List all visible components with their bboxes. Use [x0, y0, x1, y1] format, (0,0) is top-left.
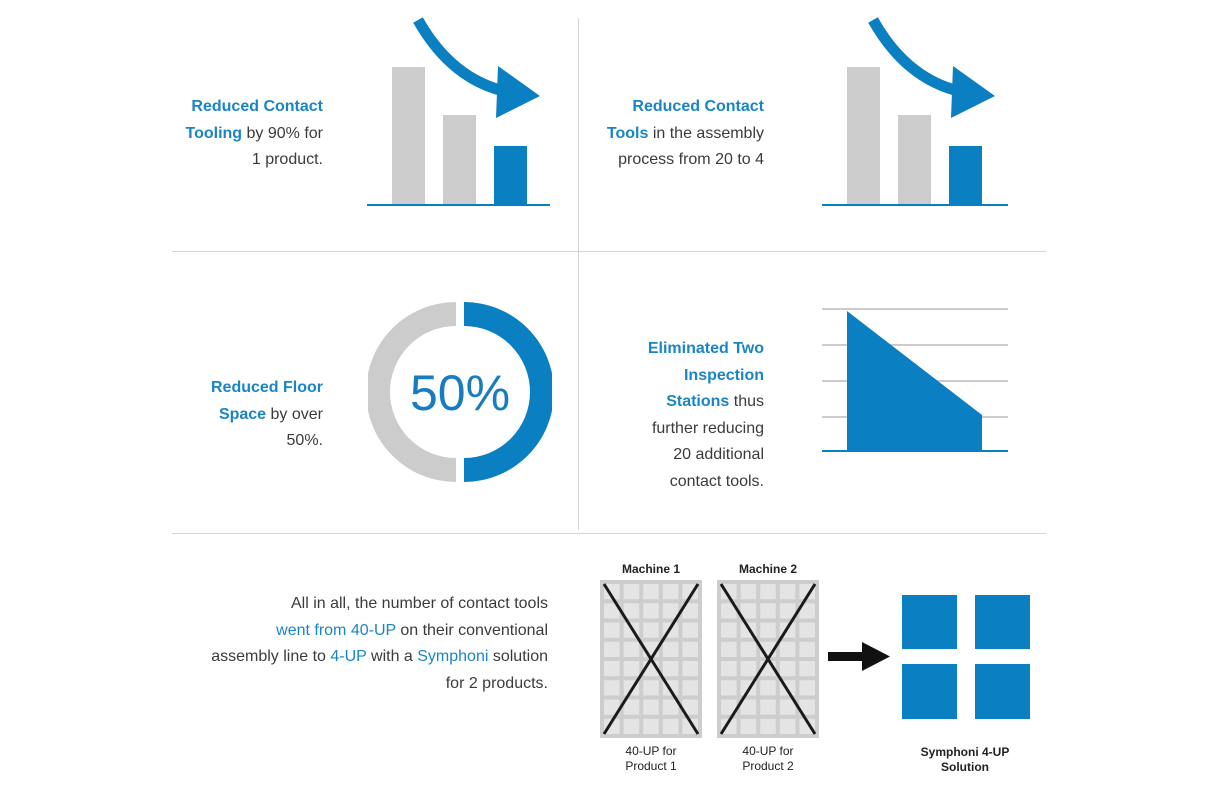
grid-cell	[760, 603, 776, 618]
bar-medium	[443, 115, 476, 205]
bar-tall	[847, 67, 880, 205]
down-trend-arrowhead	[496, 66, 540, 118]
machine-1-caption-1: 40-UP for	[625, 744, 677, 758]
vertical-divider	[578, 18, 579, 530]
panel4-text	[590, 336, 764, 495]
grid-cell	[663, 661, 679, 676]
panel4-line-5: 20 additional	[673, 446, 764, 463]
panel4-highlight-2: Inspection	[683, 366, 764, 384]
down-trend-arrow	[418, 20, 508, 92]
panel4-rest-3: thus	[729, 393, 764, 410]
grid-cell	[682, 680, 698, 695]
grid-cell	[760, 584, 776, 599]
summary-line-3-highlight-1: 4-UP	[330, 648, 367, 665]
floor-space-donut	[368, 300, 552, 484]
grid-cell	[624, 719, 640, 734]
grid-cell	[780, 661, 796, 676]
solution-tile	[975, 595, 1030, 649]
panel4-highlight-3: Stations	[666, 393, 730, 410]
panel1-highlight-1: Reduced Contact	[191, 98, 323, 115]
summary-line-3-b: with a	[366, 648, 418, 665]
symphoni-4up-grid	[900, 593, 1032, 721]
panel2-text	[590, 94, 764, 174]
panel2-highlight-1: Reduced Contact	[632, 98, 764, 115]
summary-line-3-highlight-2: Symphoni	[417, 648, 489, 665]
down-trend-arrow	[873, 20, 963, 92]
grid-cell	[799, 642, 815, 657]
grid-cell	[721, 680, 737, 695]
bar-medium	[898, 115, 931, 205]
grid-cell	[624, 584, 640, 599]
grid-cell	[643, 584, 659, 599]
panel2-rest-2: in the assembly	[648, 124, 764, 142]
solution-caption-1: Symphoni 4-UP	[920, 745, 1010, 759]
solution-tile	[975, 664, 1030, 719]
grid-cell	[682, 623, 698, 638]
panel4-line-6: contact tools.	[669, 472, 764, 490]
grid-cell	[780, 719, 796, 734]
summary-line-3-a: assembly line to	[211, 648, 331, 665]
machine-2-title: Machine 2	[738, 562, 798, 576]
horizontal-divider-top	[172, 251, 1046, 252]
solution-caption	[880, 745, 1050, 775]
machine-1-grid	[600, 580, 702, 738]
grid-cell	[741, 719, 757, 734]
grid-cell	[741, 642, 757, 657]
grid-cell	[799, 661, 815, 676]
grid-cell	[604, 623, 620, 638]
machine-1-title: Machine 1	[621, 562, 681, 576]
summary-line-4: for 2 products.	[445, 674, 548, 692]
decreasing-area-graphic	[818, 305, 1010, 457]
panel4-line-4: further reducing	[651, 419, 764, 437]
bar-short	[494, 146, 527, 205]
machine-1-caption-2: Product 1	[625, 759, 677, 773]
grid-cell	[741, 584, 757, 599]
panel1-text	[140, 94, 323, 174]
donut-label: 50%	[409, 365, 511, 421]
solution-tile	[902, 664, 957, 719]
grid-cell	[663, 719, 679, 734]
grid-cell	[721, 623, 737, 638]
grid-cell	[643, 680, 659, 695]
summary-line-2-highlight: went from 40-UP	[276, 621, 396, 639]
grid-cell	[780, 642, 796, 657]
panel2-highlight-2: Tools	[606, 124, 649, 142]
down-trend-arrowhead	[951, 66, 995, 118]
grid-cell	[604, 661, 620, 676]
panel3-text	[140, 375, 323, 455]
grid-cell	[760, 623, 776, 638]
grid-cell	[643, 700, 659, 715]
panel3-rest-2: by over	[266, 405, 323, 423]
solution-caption-2: Solution	[941, 760, 989, 774]
panel3-highlight-1: Reduced Floor	[210, 379, 323, 396]
panel1-rest-2: by 90% for	[242, 124, 323, 142]
grid-cell	[624, 642, 640, 657]
panel3-line-3: 50%.	[286, 432, 323, 449]
summary-line-1: All in all, the number of contact tools	[290, 595, 548, 612]
grid-cell	[663, 642, 679, 657]
summary-line-3-c: solution	[488, 648, 548, 665]
grid-cell	[760, 680, 776, 695]
panel2-bar-graphic	[815, 14, 1010, 209]
bar-tall	[392, 67, 425, 205]
grid-cell	[799, 623, 815, 638]
grid-cell	[682, 642, 698, 657]
grid-cell	[741, 661, 757, 676]
panel1-line-3: 1 product.	[251, 151, 323, 168]
panel2-line-3: process from 20 to 4	[618, 151, 764, 168]
solution-tile	[902, 595, 957, 649]
panel3-highlight-2: Space	[218, 405, 267, 423]
grid-cell	[643, 719, 659, 734]
grid-cell	[624, 661, 640, 676]
grid-cell	[760, 719, 776, 734]
bar-short	[949, 146, 982, 205]
panel1-highlight-2: Tooling	[185, 124, 243, 142]
panel1-bar-graphic	[360, 14, 550, 209]
grid-cell	[780, 584, 796, 599]
horizontal-divider-bottom	[172, 533, 1046, 534]
grid-cell	[799, 680, 815, 695]
grid-cell	[643, 603, 659, 618]
grid-cell	[604, 642, 620, 657]
grid-cell	[604, 680, 620, 695]
grid-cell	[721, 661, 737, 676]
grid-cell	[760, 700, 776, 715]
summary-text	[150, 591, 548, 697]
machine-2-caption-2: Product 2	[742, 759, 794, 773]
grid-cell	[682, 661, 698, 676]
grid-cell	[643, 623, 659, 638]
machine-2-caption	[707, 744, 829, 774]
summary-line-2-rest: on their conventional	[395, 621, 548, 639]
grid-cell	[663, 584, 679, 599]
machine-2-caption-1: 40-UP for	[742, 744, 794, 758]
panel4-highlight-1: Eliminated Two	[647, 340, 764, 357]
grid-cell	[721, 642, 737, 657]
machine-1-caption	[590, 744, 712, 774]
right-arrow-icon	[828, 640, 892, 672]
machine-2-grid	[717, 580, 819, 738]
